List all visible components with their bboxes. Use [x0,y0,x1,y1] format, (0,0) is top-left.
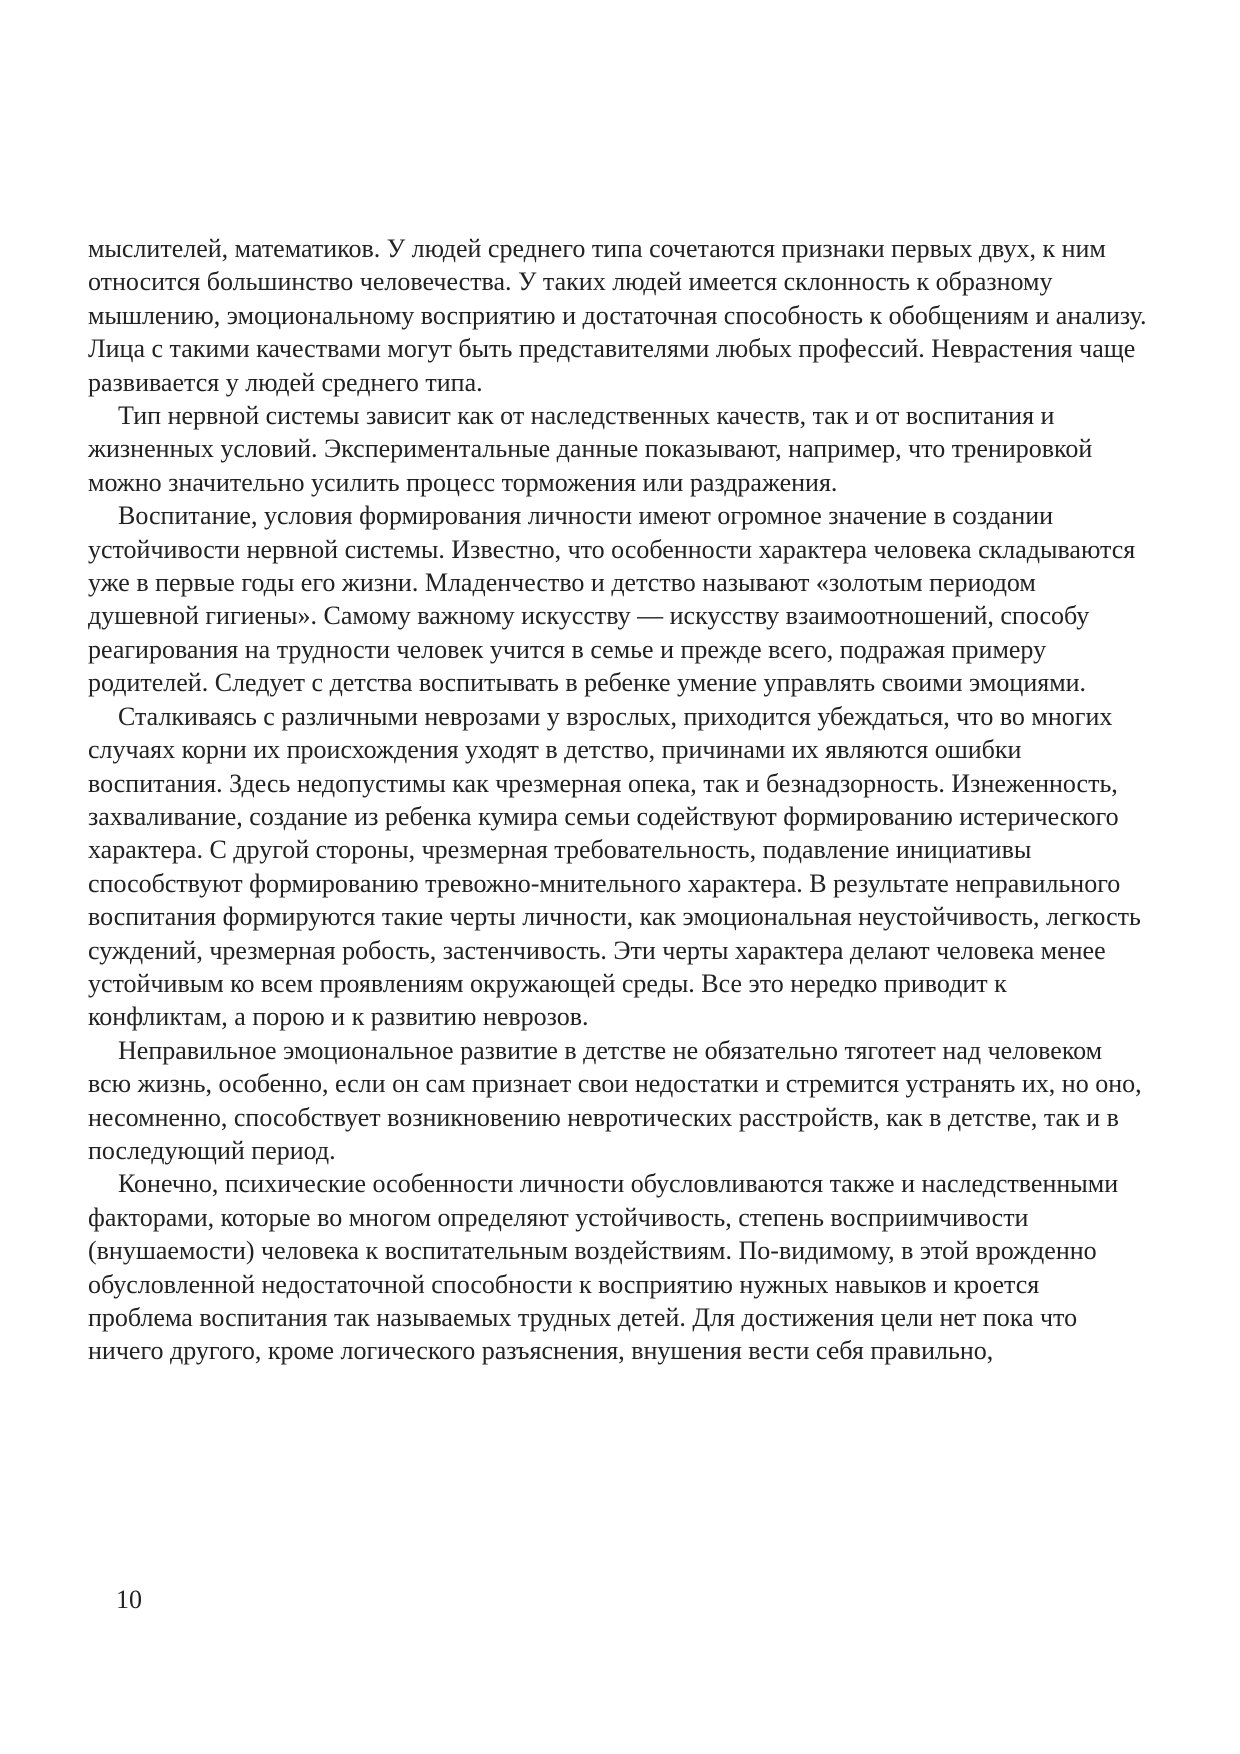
paragraph-nervous-system-type: Тип нервной системы зависит как от наследственных качеств, так и от воспитания и жизненных условий. Экспериментальные данные показывают, например, что тренировкой можно значительно усилить процесс торможения или раздражения. [88,401,1093,497]
paragraph-hereditary-factors: Конечно, психические особенности личности обусловливаются также и наследственными факторами, которые во многом определяют устойчивость, степень восприимчивости (внушаемости) человека к воспитательным воздействиям. По-видимому, в этой врожденно обусловленной недостаточной способности к восприятию нужных навыков и кроется проблема воспитания так называемых трудных детей. Для достижения цели нет пока что ничего другого, кроме логического разъяснения, внушения вести себя правильно, [88,1169,1119,1366]
paragraph-continuation: мыслителей, математиков. У людей среднего типа сочетаются признаки первых двух, к ним относится большинство человечества. У таких людей имеется склонность к образному мышлению, эмоциональному восприятию и достаточная способность к обобщениям и анализу. Лица с такими качествами могут быть представителями любых профессий. Неврастения чаще развивается у людей среднего типа. [88,234,1147,397]
paragraph-neuroses-in-adults: Сталкиваясь с различными неврозами у взрослых, приходится убеждаться, что во многих случаях корни их происхождения уходят в детство, причинами их являются ошибки воспитания. Здесь недопустимы как чрезмерная опека, так и безнадзорность. Изнеженность, захваливание, создание из ребенка кумира семьи содействуют формированию истерического характера. С другой стороны, чрезмерная требовательность, подавление инициативы способствуют формированию тревожно-мнительного характера. В результате неправильного воспитания формируются такие черты личности, как эмоциональная неустойчивость, легкость суждений, чрезмерная робость, застенчивость. Эти черты характера делают человека менее устойчивым ко всем проявлениям окружающей среды. Все это нередко приводит к конфликтам, а порою и к развитию неврозов. [88,701,1141,1032]
body-text [88,232,1150,1368]
page-number: 10 [116,1585,142,1614]
paragraph-emotional-development: Неправильное эмоциональное развитие в детстве не обязательно тяготеет над человеком всю жизнь, особенно, если он сам признает свои недостатки и стремится устранять их, но оно, несомненно, способствует возникновению невротических расстройств, как в детстве, так и в последующий период. [88,1035,1142,1165]
paragraph-upbringing: Воспитание, условия формирования личности имеют огромное значение в создании устойчивости нервной системы. Известно, что особенности характера человека складываются уже в первые годы его жизни. Младенчество и детство называют «золотым периодом душевной гигиены». Самому важному искусству — искусству взаимоотношений, способу реагирования на трудности человек учится в семье и прежде всего, подражая примеру родителей. Следует с детства воспитывать в ребенке умение управлять своими эмоциями. [88,501,1136,698]
